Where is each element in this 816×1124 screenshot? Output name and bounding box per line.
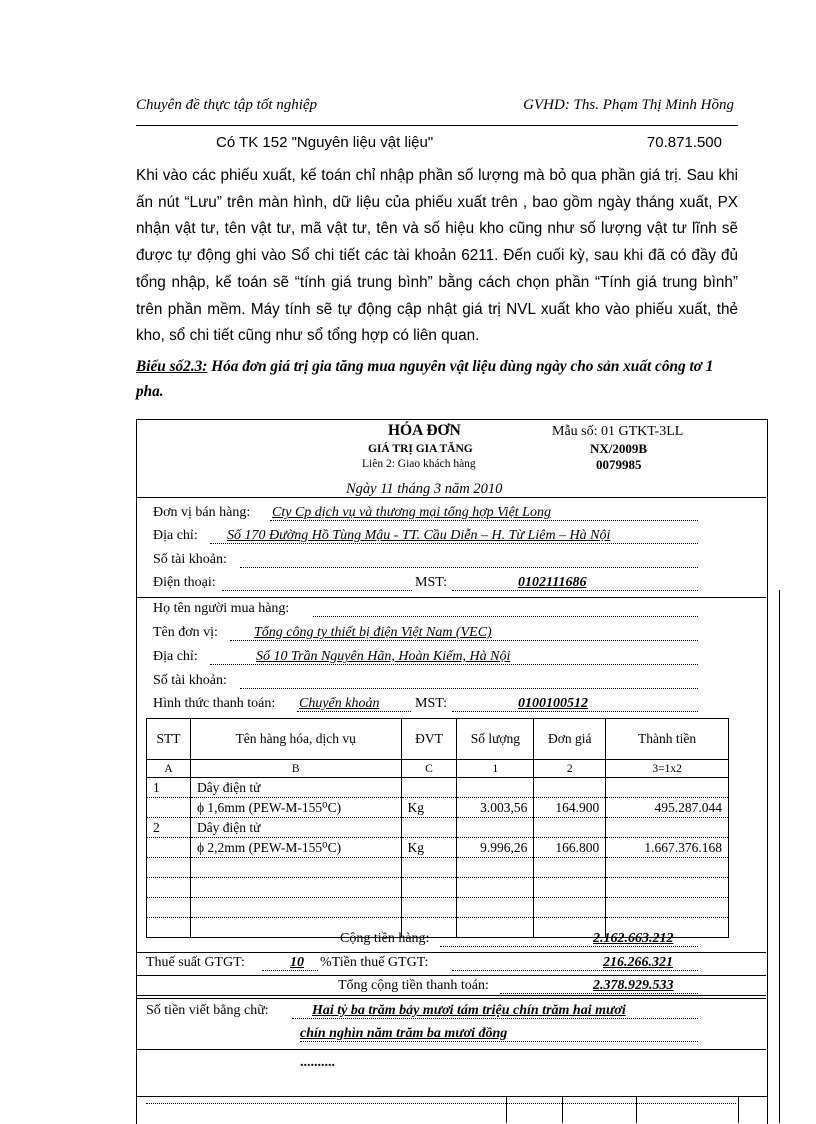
table-row — [147, 838, 729, 858]
invoice-subtitle: GIÁ TRỊ GIA TĂNG — [368, 443, 473, 455]
buyer-address-label: Địa chỉ: — [153, 649, 198, 664]
body-paragraph: Khi vào các phiếu xuất, kế toán chỉ nhập phần số lượng mà bỏ qua phần giá trị. Sau khi ấn nút “Lưu” trên màn hình, dữ liệu của phiếu xuất trên , bao gồm ngày tháng xuất, PX nhận vật tư, tên vật tư, mã vật tư, tên và số hiệu kho cũng như số lượng vật tư lĩnh sẽ được tự động ghi vào Sổ chi tiết các tài khoản 6211. Đến cuối kỳ, sau khi đã có đầy đủ tổng nhập, kế toán sẽ “tính giá trung bình” bằng cách chọn phần “Tính giá trung bình” trên phần mềm. Máy tính sẽ tự động cập nhật giá trị NVL xuất kho vào phiếu xuất, thẻ kho, sổ chi tiết cũng như sổ tổng hợp có liên quan. — [136, 167, 738, 345]
cell-price: 166.800 — [534, 838, 606, 858]
table-row — [147, 798, 729, 818]
cell-qty — [457, 818, 534, 838]
seller-account-label: Số tài khoản: — [153, 552, 227, 567]
table-header-row — [147, 719, 729, 760]
buyer-unit-label: Tên đơn vị: — [153, 625, 218, 640]
table-code-row — [147, 760, 729, 778]
words-dots: .......... — [300, 1055, 335, 1070]
cell-unit: Kg — [401, 798, 457, 818]
invoice-series: NX/2009B — [590, 441, 648, 456]
cell-unit — [401, 778, 457, 798]
cell-unit: Kg — [401, 838, 457, 858]
cell-price — [534, 818, 606, 838]
cell-qty — [457, 778, 534, 798]
col-header: Đơn giá — [534, 719, 606, 760]
buyer-unit: Tổng công ty thiết bị điện Việt Nam (VEC) — [254, 625, 492, 640]
col-header: STT — [147, 719, 191, 760]
payment-method: Chuyển khoản — [299, 696, 380, 711]
cell-amount — [606, 818, 729, 838]
cell-qty: 3.003,56 — [457, 798, 534, 818]
buyer-tax: 0100100512 — [518, 696, 588, 711]
seller-name-label: Đơn vị bán hàng: — [153, 505, 251, 520]
cell-stt — [147, 798, 191, 818]
amount-in-words-line2: chín nghìn năm trăm ba mươi đồng — [300, 1026, 508, 1041]
cell-amount: 495.287.044 — [606, 798, 729, 818]
cell-stt: 1 — [147, 778, 191, 798]
total-value: 2.378.929.533 — [593, 978, 674, 993]
table-row-empty — [147, 878, 729, 898]
header-right: GVHD: Ths. Phạm Thị Minh Hồng — [523, 97, 734, 113]
cell-price: 164.900 — [534, 798, 606, 818]
vat-rate: 10 — [290, 955, 304, 970]
buyer-person-label: Họ tên người mua hàng: — [153, 601, 290, 616]
seller-address-label: Địa chỉ: — [153, 528, 198, 543]
cell-unit — [401, 818, 457, 838]
invoice-number: 0079985 — [596, 457, 642, 472]
seller-phone-label: Điện thoại: — [153, 575, 216, 590]
buyer-account-label: Số tài khoản: — [153, 673, 227, 688]
seller-tax: 0102111686 — [518, 575, 587, 590]
table-row-empty — [147, 898, 729, 918]
cell-stt — [147, 838, 191, 858]
items-table — [146, 718, 729, 938]
seller-address: Số 170 Đường Hồ Tùng Mậu - TT. Cầu Diễn – H. Từ Liêm – Hà Nội — [227, 528, 611, 543]
col-header: Số lượng — [457, 719, 534, 760]
buyer-tax-label: MST: — [415, 696, 447, 711]
col-code: C — [401, 760, 457, 778]
caption-label: Biểu số2.3: — [136, 358, 208, 375]
figure-caption — [136, 354, 740, 404]
col-code: 2 — [534, 760, 606, 778]
cell-qty: 9.996,26 — [457, 838, 534, 858]
col-code: B — [190, 760, 401, 778]
cell-stt: 2 — [147, 818, 191, 838]
table-row — [147, 778, 729, 798]
entry-text: Có TK 152 "Nguyên liệu vật liệu" — [216, 134, 434, 151]
cell-amount: 1.667.376.168 — [606, 838, 729, 858]
header-left: Chuyên đề thực tập tốt nghiệp — [136, 97, 318, 113]
invoice-copy: Liên 2: Giao khách hàng — [362, 458, 476, 470]
cell-name: Dây điện tử — [190, 778, 401, 798]
subtotal-value: 2.162.663.212 — [593, 931, 674, 946]
subtotal-label: Cộng tiền hàng: — [340, 931, 430, 946]
col-code: 3=1x2 — [606, 760, 729, 778]
table-row — [147, 818, 729, 838]
col-code: 1 — [457, 760, 534, 778]
invoice-date: Ngày 11 tháng 3 năm 2010 — [346, 481, 503, 497]
buyer-address: Số 10 Trần Nguyên Hãn, Hoàn Kiếm, Hà Nội — [256, 649, 511, 664]
col-code: A — [147, 760, 191, 778]
seller-tax-label: MST: — [415, 575, 447, 590]
invoice-title: HÓA ĐƠN — [388, 422, 461, 439]
col-header: Tên hàng hóa, dịch vụ — [190, 719, 401, 760]
total-label: Tổng cộng tiền thanh toán: — [338, 978, 489, 993]
caption-text: Hóa đơn giá trị gia tăng mua nguyên vật liệu dùng ngày cho sản xuất công tơ 1 pha. — [136, 358, 714, 400]
seller-name: Cty Cp dịch vụ và thương mại tổng hợp Việt Long — [272, 505, 551, 520]
vat-amount: 216.266.321 — [603, 955, 673, 970]
payment-label: Hình thức thanh toán: — [153, 696, 276, 711]
cell-name: ϕ 1,6mm (PEW-M-155⁰C) — [190, 798, 401, 818]
cell-amount — [606, 778, 729, 798]
amount-in-words-line1: Hai tỷ ba trăm bảy mươi tám triệu chín trăm hai mươi — [312, 1003, 626, 1018]
col-header: ĐVT — [401, 719, 457, 760]
cell-name: ϕ 2,2mm (PEW-M-155⁰C) — [190, 838, 401, 858]
vat-amount-label: %Tiền thuế GTGT: — [320, 955, 429, 970]
entry-amount: 70.871.500 — [646, 134, 722, 151]
invoice-form-no: Mẫu số: 01 GTKT-3LL — [552, 424, 684, 439]
col-header: Thành tiền — [606, 719, 729, 760]
words-label: Số tiền viết bằng chữ: — [146, 1003, 269, 1018]
header-divider — [136, 125, 738, 126]
table-row-empty — [147, 858, 729, 878]
cell-price — [534, 778, 606, 798]
cell-name: Dây điện tử — [190, 818, 401, 838]
vat-rate-label: Thuế suất GTGT: — [146, 955, 245, 970]
